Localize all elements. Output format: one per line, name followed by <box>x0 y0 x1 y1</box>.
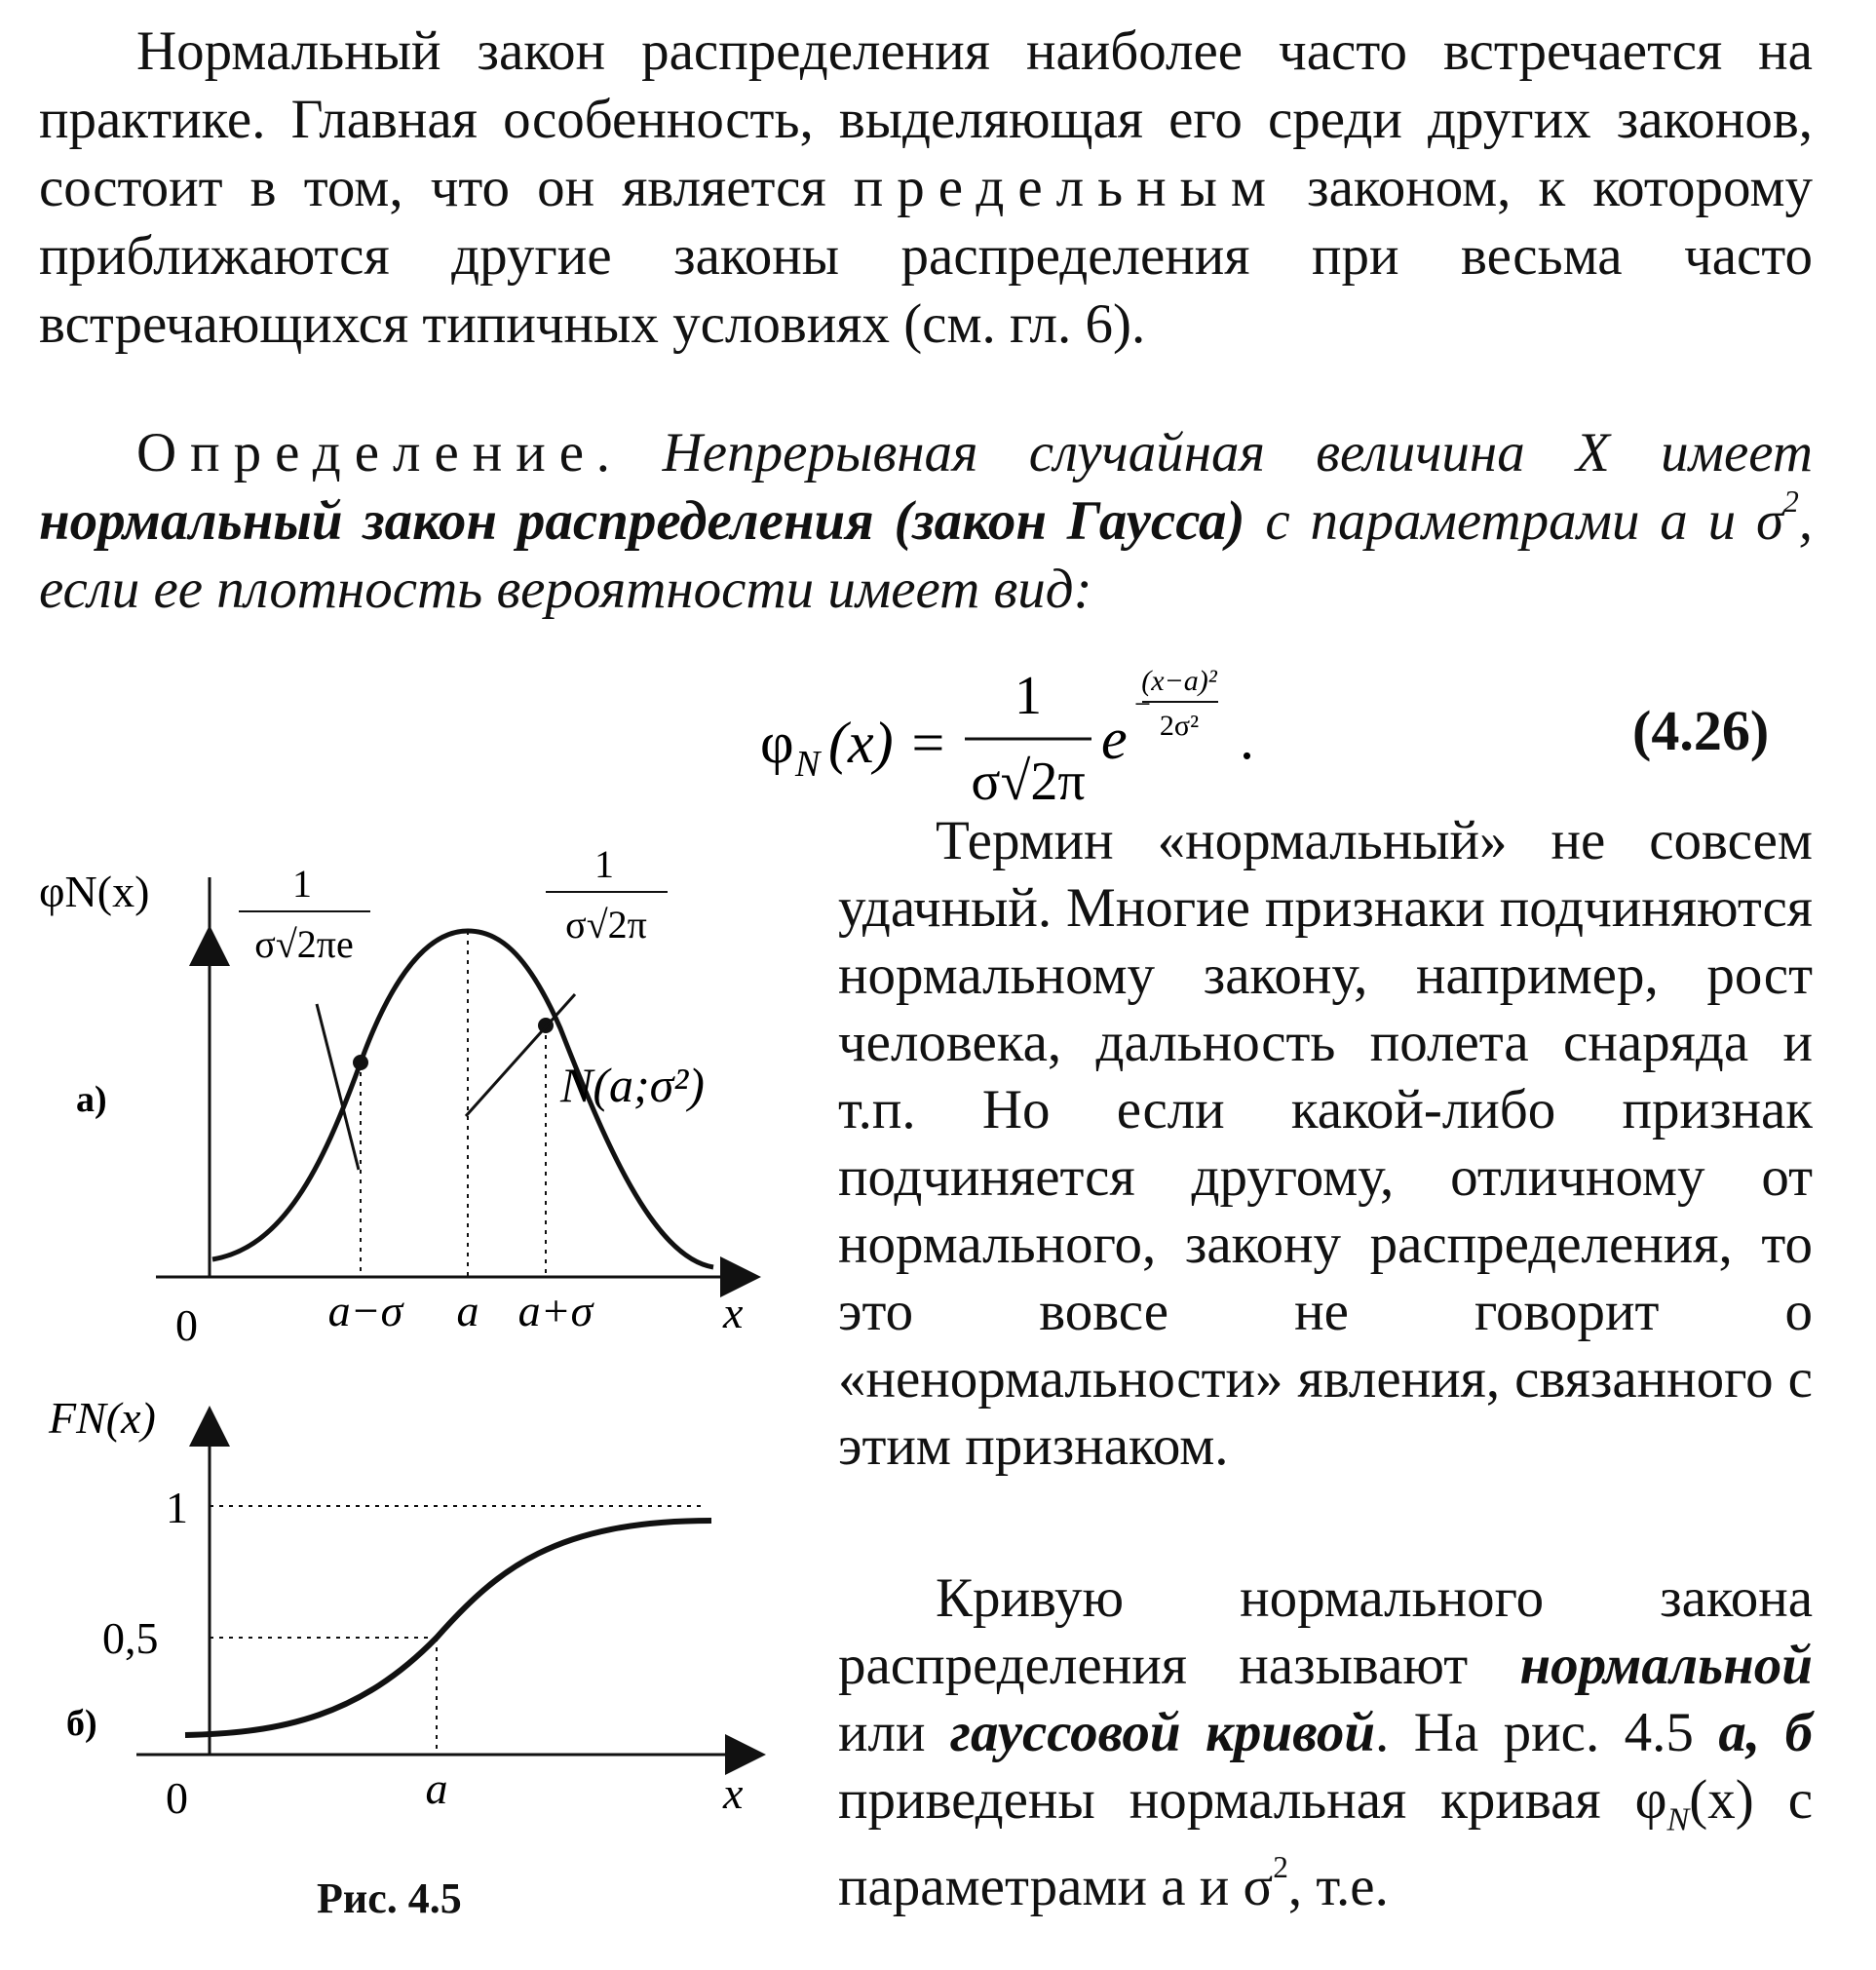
paragraph-definition <box>39 419 1813 624</box>
definition-text-1: . Непрерывная случайная величина X имеет <box>597 422 1813 483</box>
curve-text-6: , т.е. <box>1287 1856 1389 1918</box>
definition-sup: 2 <box>1783 483 1799 519</box>
spaced-term: предельным <box>853 157 1280 218</box>
curve-text-4: приведены нормальная кривая φ <box>838 1769 1667 1831</box>
definition-text-2: с параметрами a и σ <box>1244 490 1784 552</box>
formula-denominator: σ√2π <box>971 752 1086 812</box>
right-annot-num: 1 <box>594 842 614 886</box>
paragraph-curve <box>838 1564 1813 1920</box>
curve-text-3: . На рис. 4.5 <box>1375 1702 1719 1763</box>
curve-sup: 2 <box>1273 1850 1288 1885</box>
curve-text-2: или <box>838 1702 950 1763</box>
panel-b-tick-a: a <box>425 1763 448 1813</box>
formula-exp-base: e <box>1101 707 1128 771</box>
curve-text-1: Кривую нормального закона распределения называют <box>838 1567 1813 1696</box>
tick-a-plus-sigma: a+σ <box>517 1286 593 1335</box>
equation-number: (4.26) <box>1632 699 1770 762</box>
paragraph-intro <box>39 18 1813 359</box>
intro-text-end: законом, к которому приближаются другие законы распределения при весьма часто встречающихся типичных условиях (см. гл. 6). <box>39 157 1814 355</box>
right-annot-den: σ√2π <box>565 903 647 946</box>
definition-term: нормальный закон распределения (закон Гаусса) <box>39 490 1245 552</box>
tick-a-minus-sigma: a−σ <box>327 1286 403 1335</box>
formula-lhs-sub: N <box>795 744 821 785</box>
panel-b-x-label: x <box>723 1768 744 1818</box>
left-annot-den: σ√2πe <box>254 922 354 966</box>
panel-a-y-label: φN(x) <box>39 867 150 916</box>
figure-caption: Рис. 4.5 <box>317 1874 462 1922</box>
panel-b-y-label: FN(x) <box>49 1393 156 1443</box>
panel-b-label: б) <box>66 1703 97 1744</box>
tick-a: a <box>456 1286 479 1335</box>
definition-label: Определение <box>136 422 598 483</box>
definition-text-3: , если ее плотность вероятности имеет вид: <box>39 490 1813 620</box>
term-text: Термин «нормальный» не совсем удачный. Многие признаки подчиняются нормальному закону, например, рост человека, дальность полета снаряда и т.п. Но если какой-либо признак подчиняется другому, отличному от нормального, закону распределения, то это вовсе не говорит о «ненормальности» явления, связанного с этим признаком. <box>838 810 1813 1477</box>
intro-text: Нормальный закон распределения наиболее часто встречается на практике. Главная особенность, выделяющая его среди других законов, состоит в том, что он является <box>39 20 1813 218</box>
cdf-curve <box>185 1521 711 1735</box>
left-annot-num: 1 <box>292 862 312 906</box>
formula-exp-numerator: (x−a)² <box>1141 665 1217 697</box>
panel-b-tick-half: 0,5 <box>102 1613 159 1663</box>
panel-a <box>39 842 755 1350</box>
curve-fig-ref: а, б <box>1718 1702 1813 1763</box>
panel-b-tick-1: 1 <box>166 1483 188 1532</box>
panel-b <box>48 1393 760 1823</box>
formula-lhs-arg: (x) = <box>828 711 948 775</box>
paragraph-term <box>838 807 1813 1480</box>
inflection-point-left <box>353 1055 368 1070</box>
panel-a-origin: 0 <box>175 1300 198 1350</box>
curve-term-1: нормальной <box>1519 1635 1813 1696</box>
panel-b-origin: 0 <box>166 1773 188 1823</box>
curve-sub: N <box>1666 1801 1690 1838</box>
formula-exp-denominator: 2σ² <box>1159 710 1200 742</box>
figure-svg <box>29 842 819 1959</box>
panel-a-label: а) <box>76 1079 107 1120</box>
curve-term-2: гауссовой кривой <box>949 1702 1376 1763</box>
curve-label: N(a;σ²) <box>560 1058 705 1112</box>
formula-lhs: φ <box>760 711 794 775</box>
panel-a-x-label: x <box>723 1288 744 1337</box>
right-leader-line <box>466 994 575 1116</box>
curve-text-5: (x) с параметрами a и σ <box>838 1769 1814 1918</box>
figure-4-5 <box>29 842 819 1959</box>
formula-end: . <box>1240 707 1254 771</box>
formula-exp-sign: − <box>1134 688 1151 720</box>
formula-numerator: 1 <box>1015 666 1042 726</box>
